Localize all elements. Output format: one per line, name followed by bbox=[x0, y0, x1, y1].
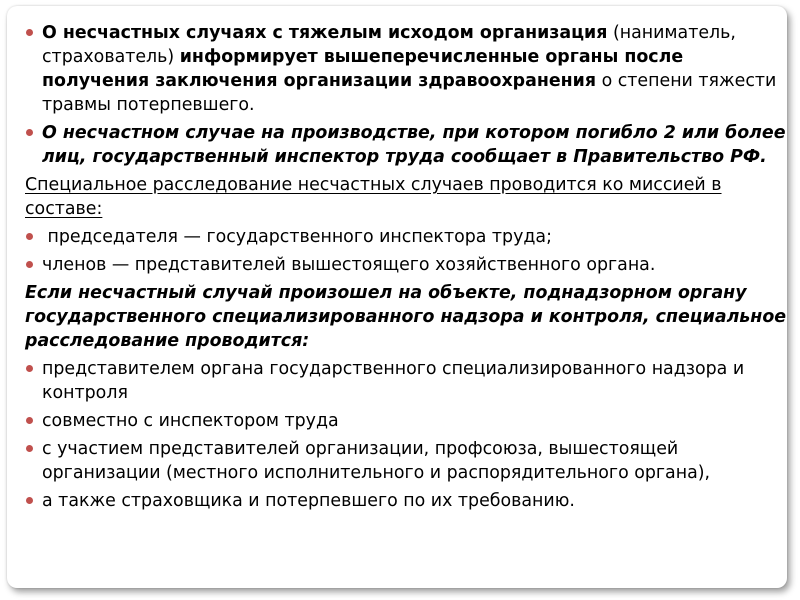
paragraph-special-investigation bbox=[25, 173, 787, 221]
paragraph-bold-italic-text: Если несчастный случай произошел на объекте, поднадзорном органу государственного специализированного надзора и контроля, специальное расследование проводится: bbox=[25, 283, 787, 351]
paragraph-fatal-accident-report bbox=[25, 121, 787, 169]
bullet-icon bbox=[26, 29, 33, 36]
list-item-text: представителем органа государственного специализированного надзора и контроля bbox=[42, 359, 745, 403]
list-item-insurer bbox=[25, 489, 787, 513]
paragraph-bold-text: О несчастных случаях с тяжелым исходом организация bbox=[42, 23, 608, 43]
paragraph-bold-italic-text: О несчастном случае на производстве, при котором погибло 2 или более лиц, государственный инспектор труда сообщает в Правительство РФ. bbox=[42, 123, 786, 167]
list-item-text: с участием представителей организации, профсоюза, вышестоящей организации (местного исполнительного и распорядительного органа), bbox=[42, 439, 711, 483]
bullet-icon bbox=[26, 129, 33, 136]
list-item-labor-inspector bbox=[25, 409, 787, 433]
list-item-chairman bbox=[25, 225, 787, 249]
list-item-members bbox=[25, 253, 787, 277]
bullet-icon bbox=[26, 233, 33, 240]
paragraph-text: (наниматель, страхователь) bbox=[42, 23, 736, 67]
bullet-icon bbox=[26, 445, 33, 452]
paragraph-supervised-object bbox=[25, 281, 787, 353]
paragraph-serious-accident-notification bbox=[25, 21, 787, 117]
bullet-icon bbox=[26, 365, 33, 372]
list-item-supervision-representative bbox=[25, 357, 787, 405]
paragraph-bold-text: информирует вышеперечисленные органы после получения заключения организации здравоохранения bbox=[42, 47, 684, 91]
list-item-participants bbox=[25, 437, 787, 485]
paragraph-text: о степени тяжести травмы потерпевшего. bbox=[42, 71, 777, 115]
list-item-text: председателя — государственного инспектора труда; bbox=[42, 227, 552, 247]
list-item-text: членов — представителей вышестоящего хозяйственного органа. bbox=[42, 255, 656, 275]
list-item-text: а также страховщика и потерпевшего по их требованию. bbox=[42, 491, 575, 511]
paragraph-underlined-text: Специальное расследование несчастных случаев проводится ко миссией в составе: bbox=[25, 175, 722, 219]
slide-content bbox=[25, 21, 787, 517]
bullet-icon bbox=[26, 417, 33, 424]
bullet-icon bbox=[26, 261, 33, 268]
bullet-icon bbox=[26, 497, 33, 504]
content-frame bbox=[7, 6, 787, 588]
list-item-text: совместно с инспектором труда bbox=[42, 411, 339, 431]
